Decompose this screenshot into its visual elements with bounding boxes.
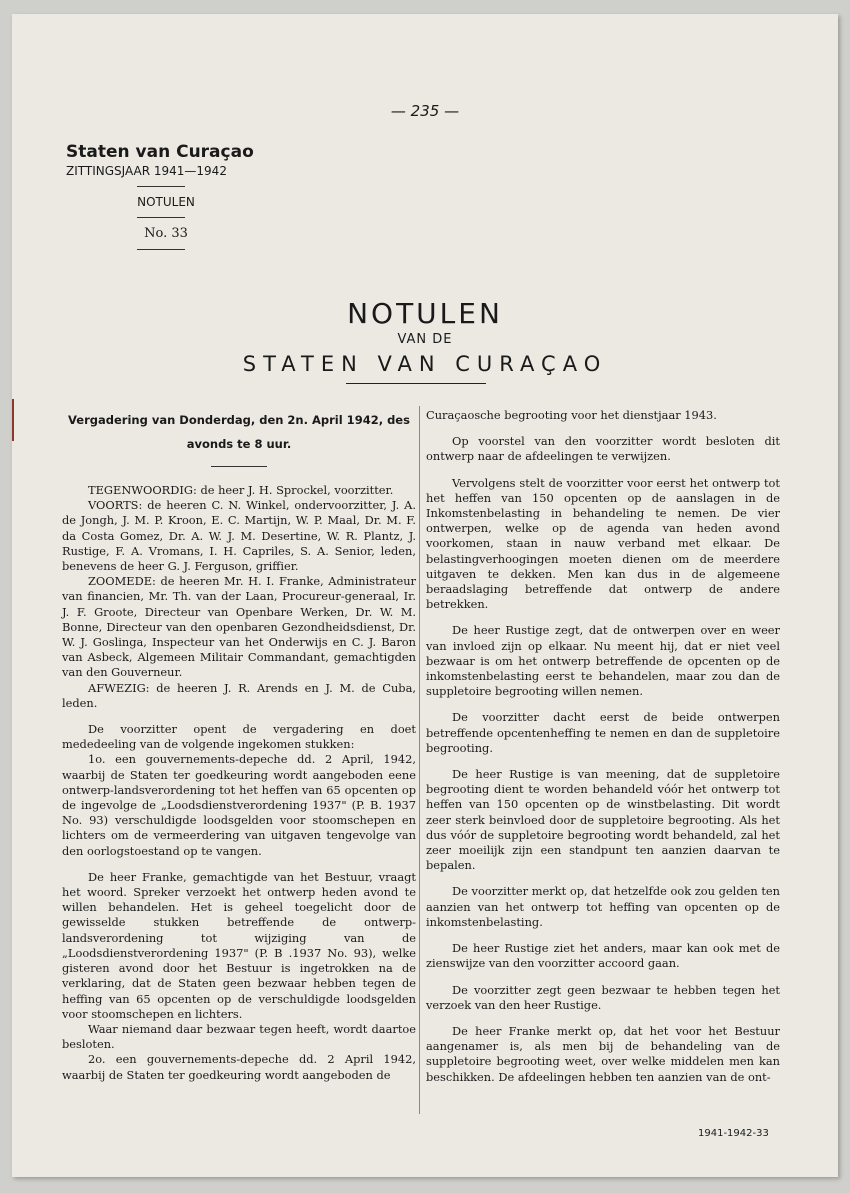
page-number: — 235 — — [390, 102, 460, 120]
divider — [137, 186, 185, 187]
column-divider — [419, 406, 420, 1114]
paragraph: VOORTS: de heeren C. N. Winkel, ondervoorzitter, J. A. de Jongh, J. M. P. Kroon, E. C. Martijn, W. P. Maal, Dr. M. F. da Costa Gomez, Dr. A. W. J. M. Desertine, W. R. Plantz, J. Rustige, F. A. Vromans, I. H. Capriles, S. A. Senior, leden, benevens de heer G. J. Ferguson, griffier. — [62, 498, 416, 574]
right-column — [426, 408, 780, 1085]
paragraph: De voorzitter opent de vergadering en doet mededeeling van de volgende ingekomen stukken: — [62, 722, 416, 752]
header-block — [66, 142, 256, 258]
paragraph: De heer Rustige zegt, dat de ontwerpen over en weer van invloed zijn op elkaar. Nu meent hij, dat er niet veel bezwaar is om het ontwerp betreffende de opcenten op de inkomstenbelasting eerst te behandelen, maar zou dan de suppletoire begrooting willen nemen. — [426, 623, 780, 699]
paragraph: De heer Rustige ziet het anders, maar kan ook met de zienswijze van den voorzitter accoord gaan. — [426, 941, 780, 971]
paragraph: De voorzitter merkt op, dat hetzelfde ook zou gelden ten aanzien van het ontwerp tot heffing van opcenten op de inkomstenbelasting. — [426, 884, 780, 929]
document-page — [12, 14, 838, 1177]
title-rule — [346, 383, 486, 384]
main-title-connector: VAN DE — [397, 332, 453, 347]
paragraph: 1o. een gouvernements-depeche dd. 2 April, 1942, waarbij de Staten ter goedkeuring wordt aangeboden eene ontwerp-landsverordening tot het heffen van 65 opcenten op de ingevolge de „Loodsdienstverordening 1937" (P. B. 1937 No. 93) verschuldigde loodsgelden voor stoomschepen en lichters om de vermeerdering van uitgaven tengevolge van den oorlogstoestand op te vangen. — [62, 752, 416, 858]
header-type: NOTULEN — [137, 195, 195, 209]
paragraph: Op voorstel van den voorzitter wordt besloten dit ontwerp naar de afdeelingen te verwijzen. — [426, 434, 780, 464]
paragraph: De voorzitter zegt geen bezwaar te hebben tegen het verzoek van den heer Rustige. — [426, 982, 780, 1012]
paragraph: ZOOMEDE: de heeren Mr. H. I. Franke, Administrateur van financien, Mr. Th. van der Laan, Procureur-generaal, Ir. J. F. Groote, Directeur van Openbare Werken, Dr. W. M. Bonne, Directeur van den openbaren Gezondheidsdienst, Dr. W. J. Goslinga, Inspecteur van het Onderwijs en C. J. Baron van Asbeck, Algemeen Militair Commandant, gemachtigden van den Gouverneur. — [62, 574, 416, 680]
header-number: No. 33 — [144, 226, 188, 241]
main-title: NOTULEN — [347, 297, 503, 330]
paragraph: TEGENWOORDIG: de heer J. H. Sprockel, voorzitter. — [88, 483, 394, 497]
paragraph: De heer Franke merkt op, dat het voor het Bestuur aangenamer is, als men bij de behandeling van de suppletoire begrooting weet, over welke middelen men kan beschikken. De afdeelingen hebben ten aanzien van de ont- — [426, 1023, 780, 1084]
paragraph: AFWEZIG: de heeren J. R. Arends en J. M. de Cuba, leden. — [62, 680, 416, 710]
divider — [137, 249, 185, 250]
left-column — [62, 408, 416, 1083]
paragraph: Curaçaosche begrooting voor het dienstjaar 1943. — [426, 408, 717, 422]
meeting-heading: Vergadering van Donderdag, den 2n. April 1942, des avonds te 8 uur. — [68, 413, 410, 451]
paragraph: De voorzitter dacht eerst de beide ontwerpen betreffende opcentenheffing te nemen en dan de suppletoire begrooting. — [426, 710, 780, 755]
divider — [137, 217, 185, 218]
header-title: Staten van Curaçao — [66, 142, 254, 162]
paragraph: De heer Franke, gemachtigde van het Bestuur, vraagt het woord. Spreker verzoekt het ontwerp heden avond te willen behandelen. Het is geheel toegelicht door de gewisselde stukken betreffende de ontwerp-landsverordening tot wijziging van de „Loodsdienstverordening 1937" (P. B .1937 No. 93), welke gisteren avond door het Bestuur is ingetrokken na de verklaring, dat de Staten geen bezwaar hebben tegen de heffing van 65 opcenten op de verschuldigde loodsgelden voor stoomschepen en lichters. — [62, 869, 416, 1021]
paragraph: Waar niemand daar bezwaar tegen heeft, wordt daartoe besloten. — [62, 1021, 416, 1052]
paragraph: Vervolgens stelt de voorzitter voor eerst het ontwerp tot het heffen van 150 opcenten op de aanslagen in de Inkomstenbelasting in behandeling te nemen. De vier ontwerpen, welke op de agenda van heden avond voorkomen, staan in nauw verband met elkaar. De belastingverhoogingen moeten dienen om de meerdere uitgaven te dekken. Men kan dus in de algemeene beraadslaging betreffende dat ontwerp de andere betrekken. — [426, 475, 780, 612]
footer-code: 1941-1942-33 — [698, 1128, 769, 1139]
main-subtitle: STATEN VAN CURAÇAO — [242, 352, 608, 376]
header-session: ZITTINGSJAAR 1941—1942 — [66, 164, 227, 178]
divider — [211, 466, 267, 467]
margin-mark — [12, 399, 14, 441]
paragraph: 2o. een gouvernements-depeche dd. 2 April 1942, waarbij de Staten ter goedkeuring wordt aangeboden de — [62, 1052, 416, 1082]
paragraph: De heer Rustige is van meening, dat de suppletoire begrooting dient te worden behandeld vóór het ontwerp tot heffen van 150 opcenten op de winstbelasting. Dit wordt zeer sterk beinvloed door de suppletoire begrooting. Als het dus vóór de suppletoire begrooting wordt behandeld, zal het zeer moeilijk zijn een standpunt ten aanzien daarvan te bepalen. — [426, 767, 780, 873]
